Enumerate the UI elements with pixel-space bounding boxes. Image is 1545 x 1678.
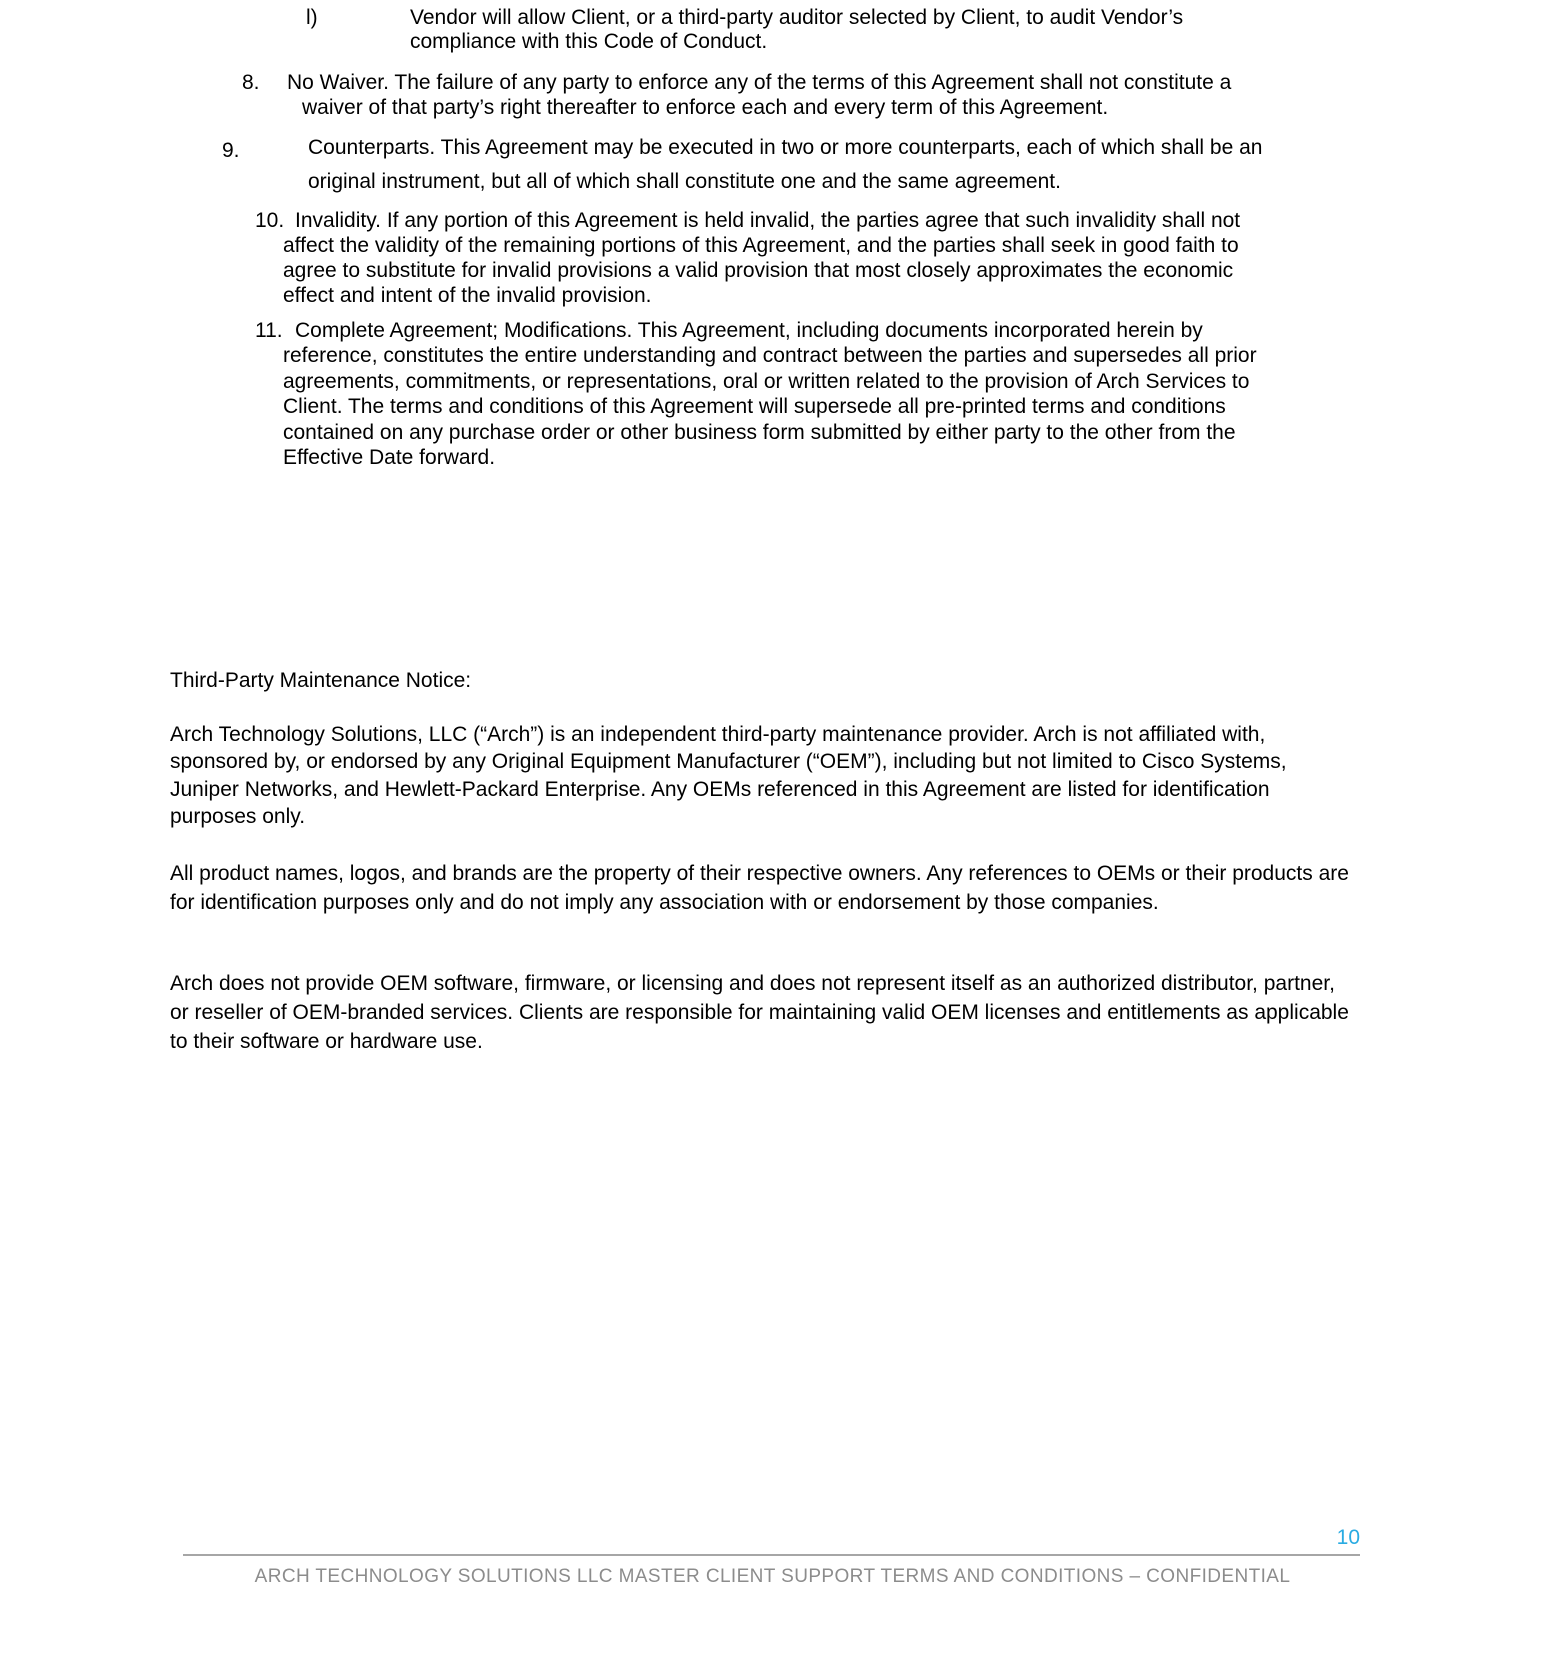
list-item-10 bbox=[255, 208, 1283, 308]
list-item-11-number: 11. bbox=[255, 319, 283, 342]
footer-rule bbox=[183, 1554, 1360, 1556]
list-item-9-text: Counterparts. This Agreement may be executed in two or more counterparts, each of which shall be an original instrument, but all of which shall constitute one and the same agreement. bbox=[308, 136, 1263, 193]
list-item-10-number: 10. bbox=[255, 209, 285, 232]
list-item-9-number: 9. bbox=[222, 139, 240, 162]
notice-paragraph-2: All product names, logos, and brands are the property of their respective owners. Any references to OEMs or their products are for identification purposes only and do not imply any association with or endorsement by those companies. bbox=[170, 862, 1349, 914]
page-number: 10 bbox=[1336, 1526, 1360, 1549]
list-item-11 bbox=[255, 318, 1293, 470]
footer-confidential-text: ARCH TECHNOLOGY SOLUTIONS LLC MASTER CLIENT SUPPORT TERMS AND CONDITIONS – CONFIDENTIAL bbox=[254, 1566, 1291, 1587]
list-subitem-text: Vendor will allow Client, or a third-party auditor selected by Client, to audit Vendor’s compliance with this Code of Conduct. bbox=[410, 6, 1184, 53]
list-item-9 bbox=[222, 131, 1298, 199]
notice-heading: Third-Party Maintenance Notice: bbox=[170, 669, 472, 692]
list-item-8-number: 8. bbox=[242, 71, 260, 94]
list-subitem-l bbox=[306, 6, 1270, 54]
list-item-10-text: Invalidity. If any portion of this Agreement is held invalid, the parties agree that such invalidity shall not affect the validity of the remaining portions of this Agreement, and the parties shall seek in good faith to agree to substitute for invalid provisions a valid provision that most closely approximates the economic effect and intent of the invalid provision. bbox=[283, 209, 1241, 307]
notice-paragraph-1: Arch Technology Solutions, LLC (“Arch”) is an independent third-party maintenance provider. Arch is not affiliated with, sponsored by, or endorsed by any Original Equipment Manufacturer (“OEM”), including but not limited to Cisco Systems, Juniper Networks, and Hewlett-Packard Enterprise. Any OEMs referenced in this Agreement are listed for identification purposes only. bbox=[170, 723, 1287, 829]
list-subitem-marker: l) bbox=[306, 6, 318, 29]
list-item-8-text: No Waiver. The failure of any party to enforce any of the terms of this Agreement shall not constitute a waiver of that party’s right thereafter to enforce each and every term of this Agreement. bbox=[287, 71, 1232, 119]
list-item-11-text: Complete Agreement; Modifications. This Agreement, including documents incorporated herein by reference, constitutes the entire understanding and contract between the parties and supersedes all prior agreements, commitments, or representations, oral or written related to the provision of Arch Services to Client. The terms and conditions of this Agreement will supersede all pre-printed terms and conditions contained on any purchase order or other business form submitted by either party to the other from the Effective Date forward. bbox=[283, 319, 1257, 470]
notice-paragraph-3: Arch does not provide OEM software, firmware, or licensing and does not represent itself as an authorized distributor, partner, or reseller of OEM-branded services. Clients are responsible for maintaining valid OEM licenses and entitlements as applicable to their software or hardware use. bbox=[170, 972, 1349, 1053]
list-item-8 bbox=[242, 71, 1252, 120]
